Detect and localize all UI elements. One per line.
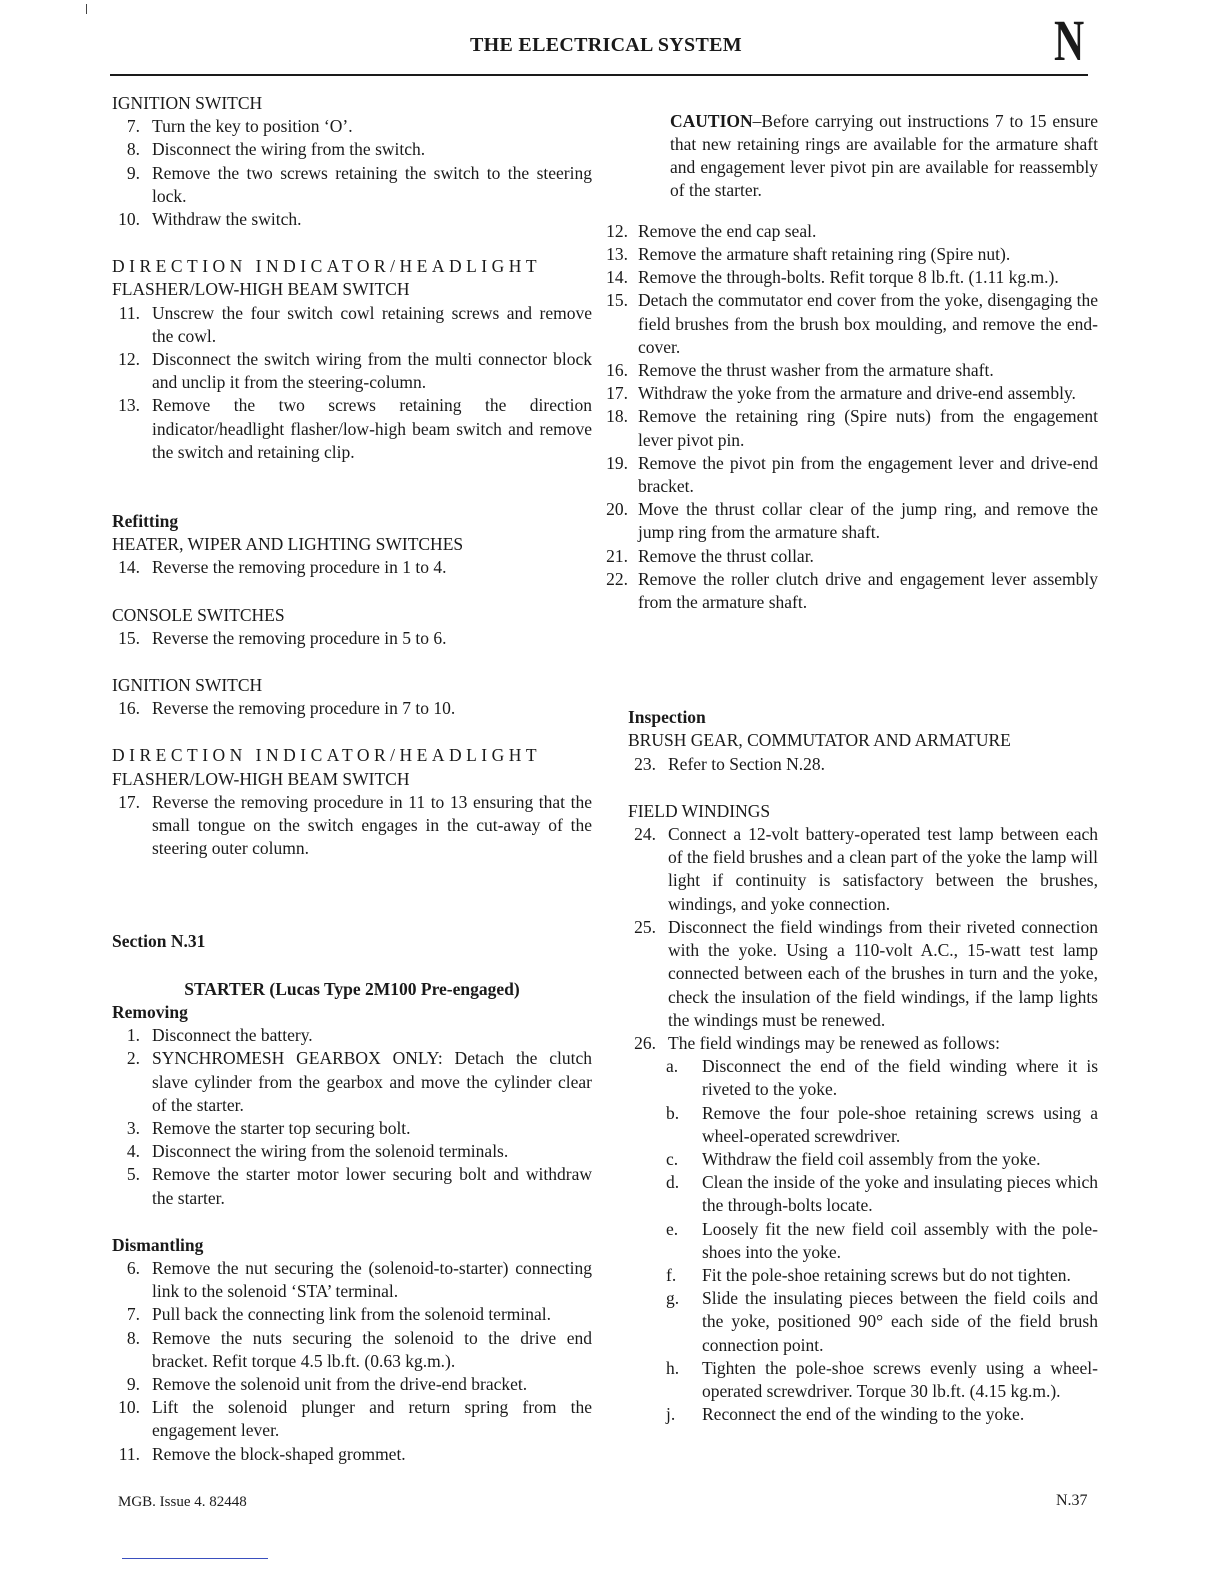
step-number: 25. — [634, 916, 656, 937]
list-item — [628, 1148, 1098, 1171]
step-text: Remove the two screws retaining the switch to the steering lock. — [152, 162, 592, 206]
step-number: 14. — [606, 267, 628, 288]
list-item — [112, 1327, 592, 1373]
list-item — [628, 1171, 1098, 1217]
ignition-steps — [112, 115, 592, 231]
console-switches-heading: CONSOLE SWITCHES — [112, 604, 285, 625]
sub-step-text: Remove the four pole-shoe retaining screws using a wheel-operated screwdriver. — [702, 1102, 1098, 1146]
list-item — [112, 697, 592, 720]
stray-mark — [86, 4, 87, 14]
step-text: Remove the two screws retaining the direction indicator/headlight flasher/low-high beam switch and remove the switch and retaining clip. — [152, 395, 592, 462]
ignition-switch-refit-heading: IGNITION SWITCH — [112, 675, 263, 696]
list-item — [112, 1140, 592, 1163]
list-item — [112, 1024, 592, 1047]
list-item — [112, 348, 592, 394]
footer-page-number: N.37 — [1056, 1492, 1088, 1509]
step-number: 11. — [118, 1443, 140, 1464]
step-text: Remove the retaining ring (Spire nuts) from the engagement lever pivot pin. — [638, 406, 1098, 450]
step-text: Remove the thrust collar. — [638, 545, 814, 566]
list-item — [112, 1117, 592, 1140]
sub-step-letter: e. — [666, 1218, 679, 1239]
sub-step-letter: h. — [666, 1357, 680, 1378]
step-text: Withdraw the yoke from the armature and drive-end assembly. — [638, 383, 1076, 404]
step-text: Refer to Section N.28. — [668, 753, 825, 774]
step-number: 22. — [606, 568, 628, 589]
removing-steps — [112, 1024, 592, 1210]
list-item — [628, 1032, 1098, 1055]
caution-text: –Before carrying out instructions 7 to 15 ensure that new retaining rings are available for the armature shaft and engagement lever pivot pin are available for reassembly of the starter. — [670, 110, 1098, 201]
list-item — [606, 266, 1098, 289]
step-number: 14. — [118, 557, 140, 578]
step-number: 9. — [126, 1373, 140, 1394]
caution-note — [628, 110, 1098, 203]
step-text: Reverse the removing procedure in 11 to 13 ensuring that the small tongue on the switch engages in the cut-away of the steering outer column. — [152, 791, 592, 859]
list-item — [628, 1403, 1098, 1426]
step-text: Remove the block-shaped grommet. — [152, 1443, 406, 1464]
step-text: Move the thrust collar clear of the jump ring, and remove the jump ring from the armature shaft. — [638, 499, 1098, 543]
left-column — [112, 92, 592, 1466]
right-column — [606, 92, 1098, 1426]
list-item — [112, 1443, 592, 1466]
list-item — [606, 568, 1098, 614]
step-number: 9. — [126, 162, 140, 183]
step-number: 16. — [606, 360, 628, 381]
flasher-switch-heading: FLASHER/LOW-HIGH BEAM SWITCH — [112, 279, 410, 300]
list-item — [606, 545, 1098, 568]
field-steps — [628, 823, 1098, 1055]
list-item — [628, 1264, 1098, 1287]
step-text: The field windings may be renewed as follows: — [668, 1032, 1000, 1053]
step-number: 7. — [126, 116, 140, 137]
ignition-switch-heading: IGNITION SWITCH — [112, 93, 263, 113]
sub-step-letter: d. — [666, 1172, 680, 1193]
step-text: Unscrew the four switch cowl retaining screws and remove the cowl. — [152, 302, 592, 346]
sub-step-letter: f. — [666, 1264, 677, 1285]
list-item — [606, 382, 1098, 405]
step-text: Connect a 12-volt battery-operated test lamp between each of the field brushes and a clean part of the yoke the lamp will light if continuity is satisfactory between the brushes, windings, and yoke connection. — [668, 824, 1098, 914]
flasher-switch-refit-heading: FLASHER/LOW-HIGH BEAM SWITCH — [112, 768, 410, 789]
list-item — [112, 1396, 592, 1442]
list-item — [606, 498, 1098, 544]
sub-step-text: Slide the insulating pieces between the field coils and the yoke, positioned 90° each side of the field brush connection point. — [702, 1288, 1098, 1355]
list-item — [112, 1373, 592, 1396]
starter-title: STARTER (Lucas Type 2M100 Pre-engaged) — [184, 978, 520, 999]
removing-heading: Removing — [112, 1001, 188, 1022]
section-reference: Section N.31 — [112, 931, 206, 952]
bottom-rule — [122, 1558, 268, 1559]
step-text: Disconnect the wiring from the solenoid terminals. — [152, 1141, 509, 1162]
direction-indicator-refit-heading: DIRECTION INDICATOR/HEADLIGHT — [112, 745, 542, 766]
sub-step-letter: g. — [666, 1288, 680, 1309]
list-item — [628, 1218, 1098, 1264]
step-number: 3. — [126, 1117, 140, 1138]
step-text: Remove the pivot pin from the engagement lever and drive-end bracket. — [638, 452, 1098, 497]
step-number: 1. — [126, 1025, 140, 1046]
sub-step-text: Disconnect the end of the field winding where it is riveted to the yoke. — [702, 1056, 1098, 1100]
step-text: Lift the solenoid plunger and return spring from the engagement lever. — [152, 1397, 592, 1441]
step-number: 13. — [118, 395, 140, 416]
list-item — [628, 1102, 1098, 1148]
step-number: 16. — [118, 698, 140, 719]
step-number: 2. — [126, 1048, 140, 1069]
step-number: 18. — [606, 406, 628, 427]
sub-step-letter: b. — [666, 1102, 680, 1123]
list-item — [112, 115, 592, 138]
list-item — [112, 791, 592, 861]
list-item — [628, 916, 1098, 1032]
header-divider — [110, 74, 1088, 76]
step-text: Pull back the connecting link from the solenoid terminal. — [152, 1304, 552, 1325]
section-letter: N — [1054, 8, 1085, 73]
field-windings-heading: FIELD WINDINGS — [628, 800, 771, 821]
step-number: 17. — [606, 383, 628, 404]
step-number: 11. — [118, 302, 140, 323]
step-text: Remove the end cap seal. — [638, 220, 817, 241]
step-number: 17. — [118, 791, 140, 812]
sub-step-text: Withdraw the field coil assembly from the yoke. — [702, 1148, 1041, 1169]
list-item — [112, 1163, 592, 1209]
sub-step-text: Loosely fit the new field coil assembly with the pole-shoes into the yoke. — [702, 1218, 1098, 1262]
list-item — [628, 823, 1098, 916]
step-number: 23. — [634, 753, 656, 774]
sub-step-letter: a. — [666, 1056, 679, 1077]
step-text: Disconnect the wiring from the switch. — [152, 139, 426, 160]
list-item — [112, 138, 592, 161]
list-item — [112, 1303, 592, 1326]
step-text: Remove the nut securing the (solenoid-to-starter) connecting link to the solenoid ‘STA’ terminal. — [152, 1257, 592, 1302]
dismantling-continued-steps — [606, 220, 1098, 614]
step-text: Remove the roller clutch drive and engagement lever assembly from the armature shaft. — [638, 568, 1098, 613]
step-number: 12. — [606, 220, 628, 241]
page-title: THE ELECTRICAL SYSTEM — [470, 34, 742, 56]
list-item — [112, 162, 592, 208]
footer-issue-info: MGB. Issue 4. 82448 — [118, 1494, 247, 1510]
list-item — [112, 1047, 592, 1117]
step-number: 26. — [634, 1032, 656, 1053]
sub-step-letter: j. — [666, 1404, 676, 1425]
step-number: 7. — [126, 1304, 140, 1325]
step-text: Remove the solenoid unit from the drive-end bracket. — [152, 1373, 528, 1394]
step-text: Withdraw the switch. — [152, 209, 302, 230]
step-number: 15. — [606, 290, 628, 311]
list-item — [112, 302, 592, 348]
step-number: 6. — [126, 1257, 140, 1278]
step-number: 5. — [126, 1164, 140, 1185]
step-number: 8. — [126, 139, 140, 160]
list-item — [606, 289, 1098, 359]
list-item — [606, 220, 1098, 243]
list-item — [628, 1357, 1098, 1403]
step-text: Reverse the removing procedure in 7 to 10. — [152, 698, 456, 719]
list-item — [606, 243, 1098, 266]
list-item — [112, 556, 592, 579]
step-text: Remove the thrust washer from the armature shaft. — [638, 360, 994, 381]
list-item — [628, 1287, 1098, 1357]
sub-step-letter: c. — [666, 1148, 679, 1169]
direction-indicator-heading: DIRECTION INDICATOR/HEADLIGHT — [112, 256, 542, 277]
step-text: Turn the key to position ‘O’. — [152, 116, 353, 137]
step-number: 21. — [606, 545, 628, 566]
inspection-heading: Inspection — [628, 707, 706, 728]
field-sub-steps — [628, 1055, 1098, 1426]
step-text: Disconnect the switch wiring from the multi connector block and unclip it from the steering-column. — [152, 349, 592, 393]
sub-step-text: Reconnect the end of the winding to the yoke. — [702, 1404, 1025, 1425]
list-item — [606, 359, 1098, 382]
step-number: 24. — [634, 824, 656, 845]
dismantling-steps — [112, 1257, 592, 1466]
step-text: Reverse the removing procedure in 5 to 6. — [152, 627, 447, 648]
step-text: SYNCHROMESH GEARBOX ONLY: Detach the clutch slave cylinder from the gearbox and move the cylinder clear of the starter. — [152, 1048, 592, 1115]
refitting-heading: Refitting — [112, 511, 179, 532]
step-number: 19. — [606, 452, 628, 473]
sub-step-text: Tighten the pole-shoe screws evenly using a wheel-operated screwdriver. Torque 30 lb.ft. (4.15 kg.m.). — [702, 1357, 1098, 1401]
list-item — [628, 753, 1098, 776]
step-text: Remove the nuts securing the solenoid to the drive end bracket. Refit torque 4.5 lb.ft. (0.63 kg.m.). — [152, 1327, 592, 1371]
step-number: 4. — [126, 1141, 140, 1162]
heater-switches-heading: HEATER, WIPER AND LIGHTING SWITCHES — [112, 534, 464, 555]
list-item — [628, 1055, 1098, 1101]
step-number: 8. — [126, 1327, 140, 1348]
dismantling-heading: Dismantling — [112, 1234, 204, 1255]
list-item — [112, 627, 592, 650]
step-number: 13. — [606, 244, 628, 265]
step-number: 12. — [118, 349, 140, 370]
step-text: Remove the starter motor lower securing bolt and withdraw the starter. — [152, 1164, 592, 1208]
step-text: Remove the armature shaft retaining ring (Spire nut). — [638, 244, 1011, 265]
list-item — [606, 405, 1098, 451]
step-text: Remove the starter top securing bolt. — [152, 1117, 411, 1138]
step-text: Remove the through-bolts. Refit torque 8 lb.ft. (1.11 kg.m.). — [638, 267, 1059, 288]
list-item — [112, 1257, 592, 1303]
step-number: 10. — [118, 209, 140, 230]
list-item — [112, 208, 592, 231]
brush-gear-heading: BRUSH GEAR, COMMUTATOR AND ARMATURE — [628, 730, 1011, 751]
step-text: Detach the commutator end cover from the yoke, disengaging the field brushes from the brush box moulding, and remove the end-cover. — [638, 290, 1098, 357]
list-item — [112, 394, 592, 464]
direction-steps — [112, 302, 592, 464]
step-text: Disconnect the battery. — [152, 1025, 313, 1046]
step-number: 20. — [606, 499, 628, 520]
step-text: Reverse the removing procedure in 1 to 4. — [152, 557, 447, 578]
caution-label: CAUTION — [670, 110, 753, 131]
sub-step-text: Fit the pole-shoe retaining screws but do not tighten. — [702, 1264, 1071, 1285]
step-text: Disconnect the field windings from their riveted connection with the yoke. Using a 110-volt A.C., 15-watt test lamp connected between each of the brushes in turn and the yoke, check the insulation of the field windings, if the lamp lights the windings must be renewed. — [668, 916, 1098, 1030]
list-item — [606, 452, 1098, 498]
sub-step-text: Clean the inside of the yoke and insulating pieces which the through-bolts locate. — [702, 1172, 1098, 1216]
step-number: 10. — [118, 1397, 140, 1418]
step-number: 15. — [118, 627, 140, 648]
